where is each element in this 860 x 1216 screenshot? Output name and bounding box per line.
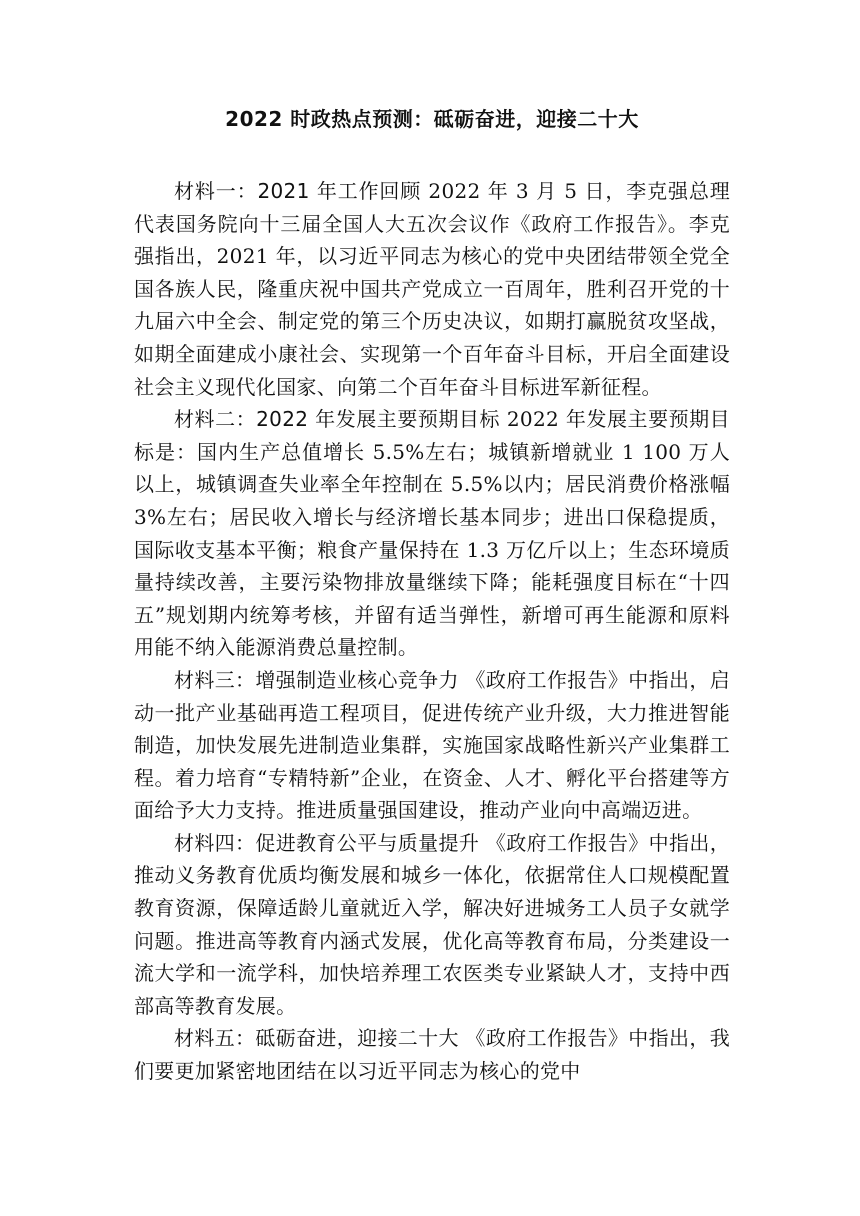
section-4-heading: 材料四：促进教育公平与质量提升 <box>174 830 480 855</box>
section-3-text: 《政府工作报告》中指出，启动一批产业基础再造工程项目，促进传统产业升级，大力推进智能制造，加快发展先进制造业集群，实施国家战略性新兴产业集群工程。着力培育“专精特新”企业，在资金、人才、孵化平台搭建等方面给予大力支持。推进质量强国建设，推动产业向中高端迈进。 <box>134 667 730 823</box>
section-2-text: 2022 年发展主要预期目标是：国内生产总值增长 5.5%左右；城镇新增就业 1 100 万人以上，城镇调查失业率全年控制在 5.5%以内；居民消费价格涨幅 3%左右；居民收入增长与经济增长基本同步；进出口保稳提质，国际收支基本平衡；粮食产量保持在 1.3 万亿斤以上；生态环境质量持续改善，主要污染物排放量继续下降；能耗强度目标在“十四五”规划期内统筹考核，并留有适当弹性，新增可再生能源和原料用能不纳入能源消费总量控制。 <box>134 407 730 660</box>
section-1-paragraph <box>134 175 730 403</box>
section-5-text: 《政府工作报告》中指出，我们要更加紧密地团结在以习近平同志为核心的党中 <box>134 1026 730 1084</box>
section-3-heading: 材料三：增强制造业核心竞争力 <box>174 667 459 692</box>
document-body <box>134 175 730 1088</box>
section-3-paragraph <box>134 664 730 827</box>
section-2-paragraph <box>134 403 730 664</box>
section-2-heading: 材料二：2022 年发展主要预期目标 <box>174 407 501 432</box>
section-1-text: 2022 年 3 月 5 日，李克强总理代表国务院向十三届全国人大五次会议作《政府工作报告》。李克强指出，2021 年，以习近平同志为核心的党中央团结带领全党全国各族人民，隆重庆祝中国共产党成立一百周年，胜利召开党的十九届六中全会、制定党的第三个历史决议，如期打赢脱贫攻坚战，如期全面建成小康社会、实现第一个百年奋斗目标，开启全面建设社会主义现代化国家、向第二个百年奋斗目标进军新征程。 <box>134 179 730 399</box>
section-5-heading: 材料五：砥砺奋进，迎接二十大 <box>174 1026 459 1051</box>
section-4-paragraph <box>134 827 730 1023</box>
section-1-heading: 材料一：2021 年工作回顾 <box>174 179 422 203</box>
document-title: 2022 时政热点预测：砥砺奋进，迎接二十大 <box>225 107 639 131</box>
section-4-text: 《政府工作报告》中指出，推动义务教育优质均衡发展和城乡一体化，依据常住人口规模配置教育资源，保障适龄儿童就近入学，解决好进城务工人员子女就学问题。推进高等教育内涵式发展，优化高等教育布局，分类建设一流大学和一流学科，加快培养理工农医类专业紧缺人才，支持中西部高等教育发展。 <box>134 830 730 1018</box>
section-5-paragraph <box>134 1022 730 1087</box>
